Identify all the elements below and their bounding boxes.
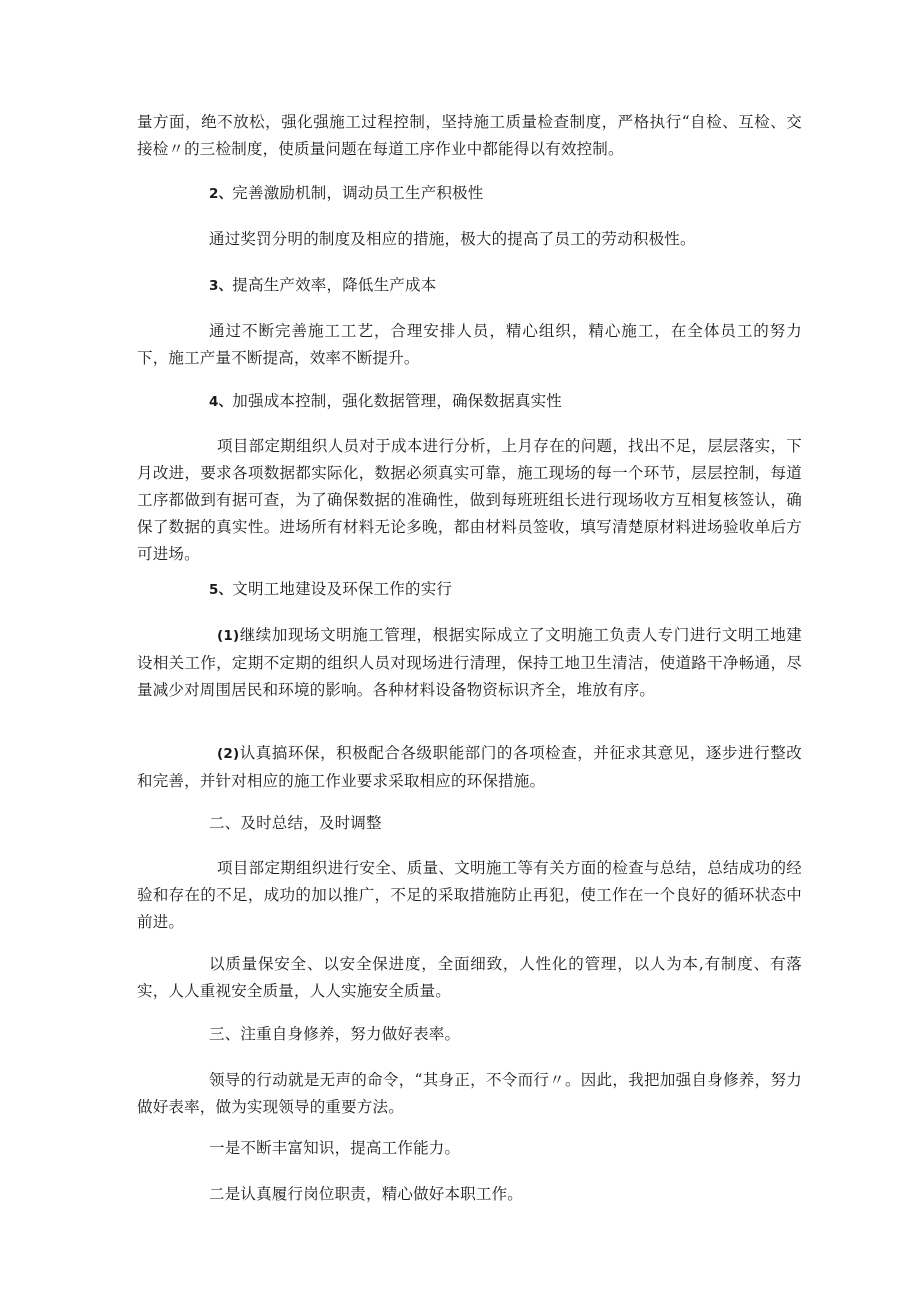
paragraph-civilized-construction bbox=[137, 622, 802, 704]
heading-text: 提高生产效率，降低生产成本 bbox=[232, 276, 437, 294]
heading-incentive-mechanism bbox=[137, 180, 802, 208]
item-text: 认真搞环保，积极配合各级职能部门的各项检查，并征求其意见，逐步进行整改和完善，并针对相应的施工作业要求采取相应的环保措施。 bbox=[137, 744, 802, 790]
heading-number: 5、 bbox=[209, 582, 233, 598]
item-number: (1) bbox=[217, 628, 240, 644]
heading-text: 文明工地建设及环保工作的实行 bbox=[232, 580, 453, 598]
heading-production-efficiency bbox=[137, 272, 802, 300]
paragraph-duties: 二是认真履行岗位职责，精心做好本职工作。 bbox=[209, 1185, 524, 1203]
paragraph-summary: 项目部定期组织进行安全、质量、文明施工等有关方面的检查与总结，总结成功的经验和存在的不足，成功的加以推广，不足的采取措施防止再犯，使工作在一个良好的循环状态中前进。 bbox=[137, 859, 802, 931]
heading-cost-control bbox=[137, 388, 802, 416]
paragraph-leadership: 领导的行动就是无声的命令，“其身正，不令而行〃。因此，我把加强自身修养，努力做好表率，做为实现领导的重要方法。 bbox=[137, 1071, 802, 1116]
paragraph-efficiency: 通过不断完善施工工艺，合理安排人员，精心组织，精心施工，在全体员工的努力下，施工产量不断提高，效率不断提升。 bbox=[137, 322, 802, 367]
section-heading-summary: 二、及时总结，及时调整 bbox=[209, 814, 382, 832]
heading-number: 4、 bbox=[209, 394, 233, 410]
heading-civilized-site bbox=[137, 576, 802, 604]
paragraph-environmental-protection bbox=[137, 740, 802, 795]
paragraph-incentive: 通过奖罚分明的制度及相应的措施，极大的提高了员工的劳动积极性。 bbox=[209, 230, 696, 248]
heading-text: 完善激励机制，调动员工生产积极性 bbox=[232, 184, 484, 202]
heading-text: 加强成本控制，强化数据管理，确保数据真实性 bbox=[232, 392, 562, 410]
section-heading-self-cultivation: 三、注重自身修养，努力做好表率。 bbox=[209, 1025, 461, 1043]
item-number: (2) bbox=[217, 746, 240, 762]
paragraph-knowledge: 一是不断丰富知识，提高工作能力。 bbox=[209, 1139, 461, 1157]
heading-number: 3、 bbox=[209, 278, 233, 294]
paragraph-quality-control: 量方面，绝不放松，强化强施工过程控制，坚持施工质量检查制度，严格执行“自检、互检、交接检〃的三检制度，使质量问题在每道工序作业中都能得以有效控制。 bbox=[137, 113, 802, 158]
item-text: 继续加现场文明施工管理，根据实际成立了文明施工负责人专门进行文明工地建设相关工作，定期不定期的组织人员对现场进行清理，保持工地卫生清洁，使道路干净畅通，尽量减少对周围居民和环境的影响。各种材料设备物资标识齐全，堆放有序。 bbox=[137, 626, 802, 699]
paragraph-cost-control: 项目部定期组织人员对于成本进行分析，上月存在的问题，找出不足，层层落实，下月改进，要求各项数据都实际化，数据必须真实可靠，施工现场的每一个环节，层层控制，每道工序都做到有据可查，为了确保数据的准确性，做到每班班组长进行现场收方互相复核签认，确保了数据的真实性。进场所有材料无论多晚，都由材料员签收，填写清楚原材料进场验收单后方可进场。 bbox=[137, 437, 802, 563]
paragraph-safety-quality: 以质量保安全、以安全保进度，全面细致，人性化的管理，以人为本,有制度、有落实，人人重视安全质量，人人实施安全质量。 bbox=[137, 955, 802, 1000]
heading-number: 2、 bbox=[209, 186, 233, 202]
